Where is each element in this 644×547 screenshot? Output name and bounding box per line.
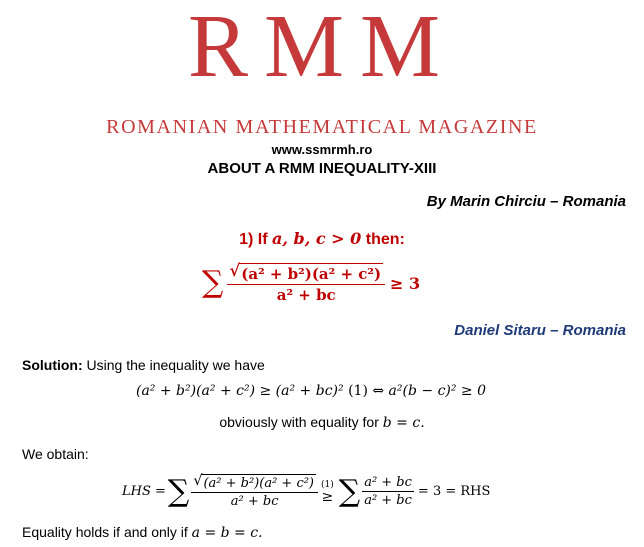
problem-statement — [0, 229, 644, 249]
relation-tag: (1) — [321, 479, 334, 490]
square-root: √ (a² + b²)(a² + c²) — [193, 473, 315, 491]
problem-number: 1) If — [239, 231, 268, 248]
key-inequality-tag: (1) — [348, 383, 368, 399]
solution-intro-text: Using the inequality we have — [86, 357, 265, 373]
problem-variables: a, b, c > 0 — [272, 229, 362, 248]
relation-geq-with-ref — [321, 480, 334, 504]
key-inequality-rhs: ⇔ a²(b − c)² ≥ 0 — [372, 383, 487, 399]
problem-fraction — [227, 262, 385, 304]
problem-numerator — [227, 262, 385, 285]
rhs-fraction — [362, 475, 414, 508]
equality-note — [0, 414, 644, 431]
rhs-denominator: a² + bc — [364, 493, 412, 508]
summation-symbol: ∑ — [167, 473, 190, 509]
solution-label: Solution: — [22, 357, 83, 373]
lhs-label: LHS = — [122, 484, 166, 499]
lhs-denominator: a² + bc — [230, 494, 279, 509]
magazine-name: ROMANIAN MATHEMATICAL MAGAZINE — [106, 116, 538, 138]
problem-radicand: (a² + b²)(a² + c²) — [241, 265, 382, 283]
square-root: √ (a² + b²)(a² + c²) — [229, 261, 382, 283]
problem-rhs: ≥ 3 — [390, 273, 421, 293]
equality-conclusion — [22, 524, 263, 541]
equality-note-text: obviously with equality for — [219, 414, 379, 430]
proposer-line: Daniel Sitaru – Romania — [454, 322, 626, 339]
solution-intro — [22, 357, 265, 373]
relation-symbol: ≥ — [321, 488, 334, 505]
we-obtain-text: We obtain: — [22, 446, 89, 462]
rhs-numerator: a² + bc — [364, 475, 412, 490]
summation-symbol: ∑ — [338, 473, 361, 509]
equality-conclusion-condition: a = b = c. — [191, 525, 263, 541]
problem-denominator: a² + bc — [276, 286, 336, 304]
key-inequality — [136, 383, 486, 399]
problem-inequality — [202, 262, 420, 304]
problem-then: then: — [365, 231, 405, 248]
key-inequality-lhs: (a² + b²)(a² + c²) ≥ (a² + bc)² — [136, 383, 344, 399]
rmm-logo: RMM — [187, 0, 457, 96]
lhs-radicand: (a² + b²)(a² + c²) — [203, 476, 315, 491]
equality-conclusion-text: Equality holds if and only if — [22, 524, 188, 540]
final-derivation — [122, 474, 490, 509]
final-result: = 3 = RHS — [417, 484, 491, 499]
lhs-numerator — [191, 474, 318, 493]
website-url[interactable]: www.ssmrmh.ro — [271, 142, 373, 157]
lhs-fraction — [191, 474, 318, 509]
equality-note-condition: b = c. — [382, 415, 425, 431]
summation-symbol: ∑ — [202, 265, 224, 300]
author-line: By Marin Chirciu – Romania — [426, 193, 626, 210]
article-title: ABOUT A RMM INEQUALITY-XIII — [207, 160, 437, 177]
